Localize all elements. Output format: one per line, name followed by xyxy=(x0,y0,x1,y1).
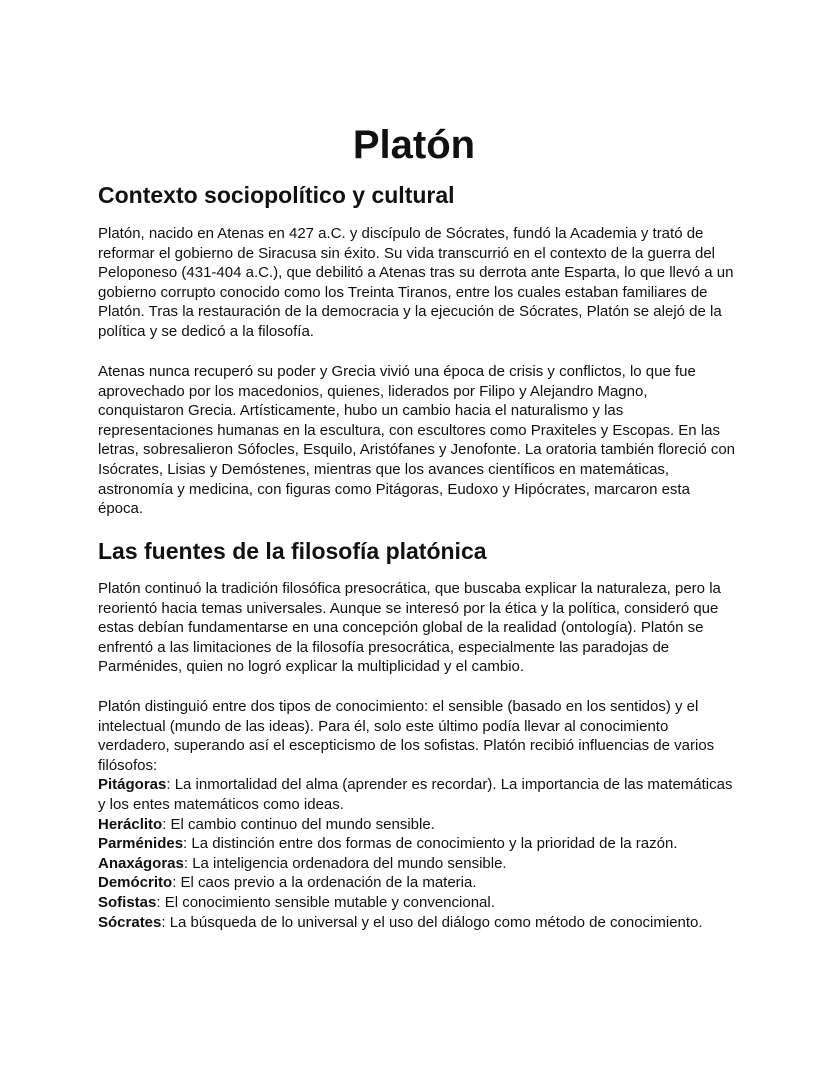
text-line: gobierno corrupto conocido como los Treinta Tiranos, entre los cuales estaban familiares de xyxy=(98,283,708,301)
influence-name: Pitágoras xyxy=(98,776,167,794)
influence-name: Parménides xyxy=(98,835,184,853)
page-title: Platón xyxy=(352,123,476,167)
section-heading-fuentes: Las fuentes de la filosofía platónica xyxy=(98,538,487,564)
influence-item-democrito xyxy=(98,873,738,893)
influence-item-heraclito xyxy=(98,815,738,835)
influence-item-sofistas xyxy=(98,893,738,913)
influence-text: : La inteligencia ordenadora del mundo sensible. xyxy=(183,854,507,872)
text-line: astronomía y medicina, con figuras como Pitágoras, Eudoxo y Hipócrates, marcaron esta xyxy=(98,480,690,498)
text-line: Peloponeso (431-404 a.C.), que debilitó a Atenas tras su derrota ante Esparta, lo que llevó a un xyxy=(98,264,734,282)
text-line: Isócrates, Lisias y Demóstenes, mientras que los avances científicos en matemáticas, xyxy=(98,460,670,478)
influence-name: Sofistas xyxy=(98,893,157,911)
text-line: Platón continuó la tradición filosófica presocrática, que buscaba explicar la naturaleza, pero la xyxy=(98,580,721,597)
influence-item-parmenides xyxy=(98,834,738,854)
paragraph-fuentes-1 xyxy=(98,579,738,677)
text-line: Parménides, quien no logró explicar la multiplicidad y el cambio. xyxy=(98,658,525,676)
text-line: filósofos: xyxy=(98,756,158,774)
influence-text: : La inmortalidad del alma (aprender es recordar). La importancia de las matemáticas xyxy=(166,776,733,794)
influence-text: : La búsqueda de lo universal y el uso del diálogo como método de conocimiento. xyxy=(161,913,703,931)
text-line: estas debían fundamentarse en una concepción global de la realidad (ontología). Platón se xyxy=(98,619,704,637)
influence-text: : El caos previo a la ordenación de la materia. xyxy=(172,874,477,892)
text-line: Atenas nunca recuperó su poder y Grecia vivió una época de crisis y conflictos, lo que fue xyxy=(98,363,696,380)
text-line: Platón, nacido en Atenas en 427 a.C. y discípulo de Sócrates, fundó la Academia y trató de xyxy=(98,225,704,242)
influence-item-socrates xyxy=(98,913,738,933)
paragraph-contexto-1 xyxy=(98,224,738,342)
influence-name: Demócrito xyxy=(98,874,173,892)
text-line: verdadero, superando así el escepticismo de los sofistas. Platón recibió influencias de varios xyxy=(98,737,715,755)
paragraph-contexto-2 xyxy=(98,362,738,519)
influence-name: Sócrates xyxy=(98,913,162,931)
influence-item-anaxagoras xyxy=(98,854,738,874)
text-line: época. xyxy=(98,500,144,518)
influence-name: Anaxágoras xyxy=(98,854,184,872)
text-line: reformar el gobierno de Siracusa sin éxito. Su vida transcurrió en el contexto de la guerra del xyxy=(98,244,715,262)
section-heading-contexto: Contexto sociopolítico y cultural xyxy=(98,182,455,208)
text-line: aprovechado por los macedonios, quienes, liderados por Filipo y Alejandro Magno, xyxy=(98,382,648,400)
influence-item-pitagoras xyxy=(98,775,738,795)
text-line: letras, sobresalieron Sófocles, Esquilo, Aristófanes y Jenofonte. La oratoria también floreció con xyxy=(98,441,736,459)
influence-text: : La distinción entre dos formas de conocimiento y la prioridad de la razón. xyxy=(183,835,678,853)
text-line: Platón. Tras la restauración de la democracia y la ejecución de Sócrates, Platón se alejó de la xyxy=(98,303,722,321)
text-line: política y se dedicó a la filosofía. xyxy=(98,322,314,340)
paragraph-fuentes-2 xyxy=(98,697,738,932)
text-line: representaciones humanas en la escultura, con escultores como Praxiteles y Escopas. En las xyxy=(98,421,720,439)
text-line: Platón distinguió entre dos tipos de conocimiento: el sensible (basado en los sentidos) y el xyxy=(98,698,699,715)
influence-name: Heráclito xyxy=(98,815,163,833)
influence-item-pitagoras-cont: y los entes matemáticos como ideas. xyxy=(98,795,344,813)
text-line: conquistaron Grecia. Artísticamente, hubo un cambio hacia el naturalismo y las xyxy=(98,402,624,420)
influence-text: : El cambio continuo del mundo sensible. xyxy=(162,815,435,833)
text-line: reorientó hacia temas universales. Aunque se interesó por la ética y la política, consideró que xyxy=(98,599,719,617)
text-line: enfrentó a las limitaciones de la filosofía presocrática, especialmente las paradojas de xyxy=(98,638,670,656)
influence-text: : El conocimiento sensible mutable y convencional. xyxy=(156,893,495,911)
text-line: intelectual (mundo de las ideas). Para él, solo este último podía llevar al conocimiento xyxy=(98,717,669,735)
